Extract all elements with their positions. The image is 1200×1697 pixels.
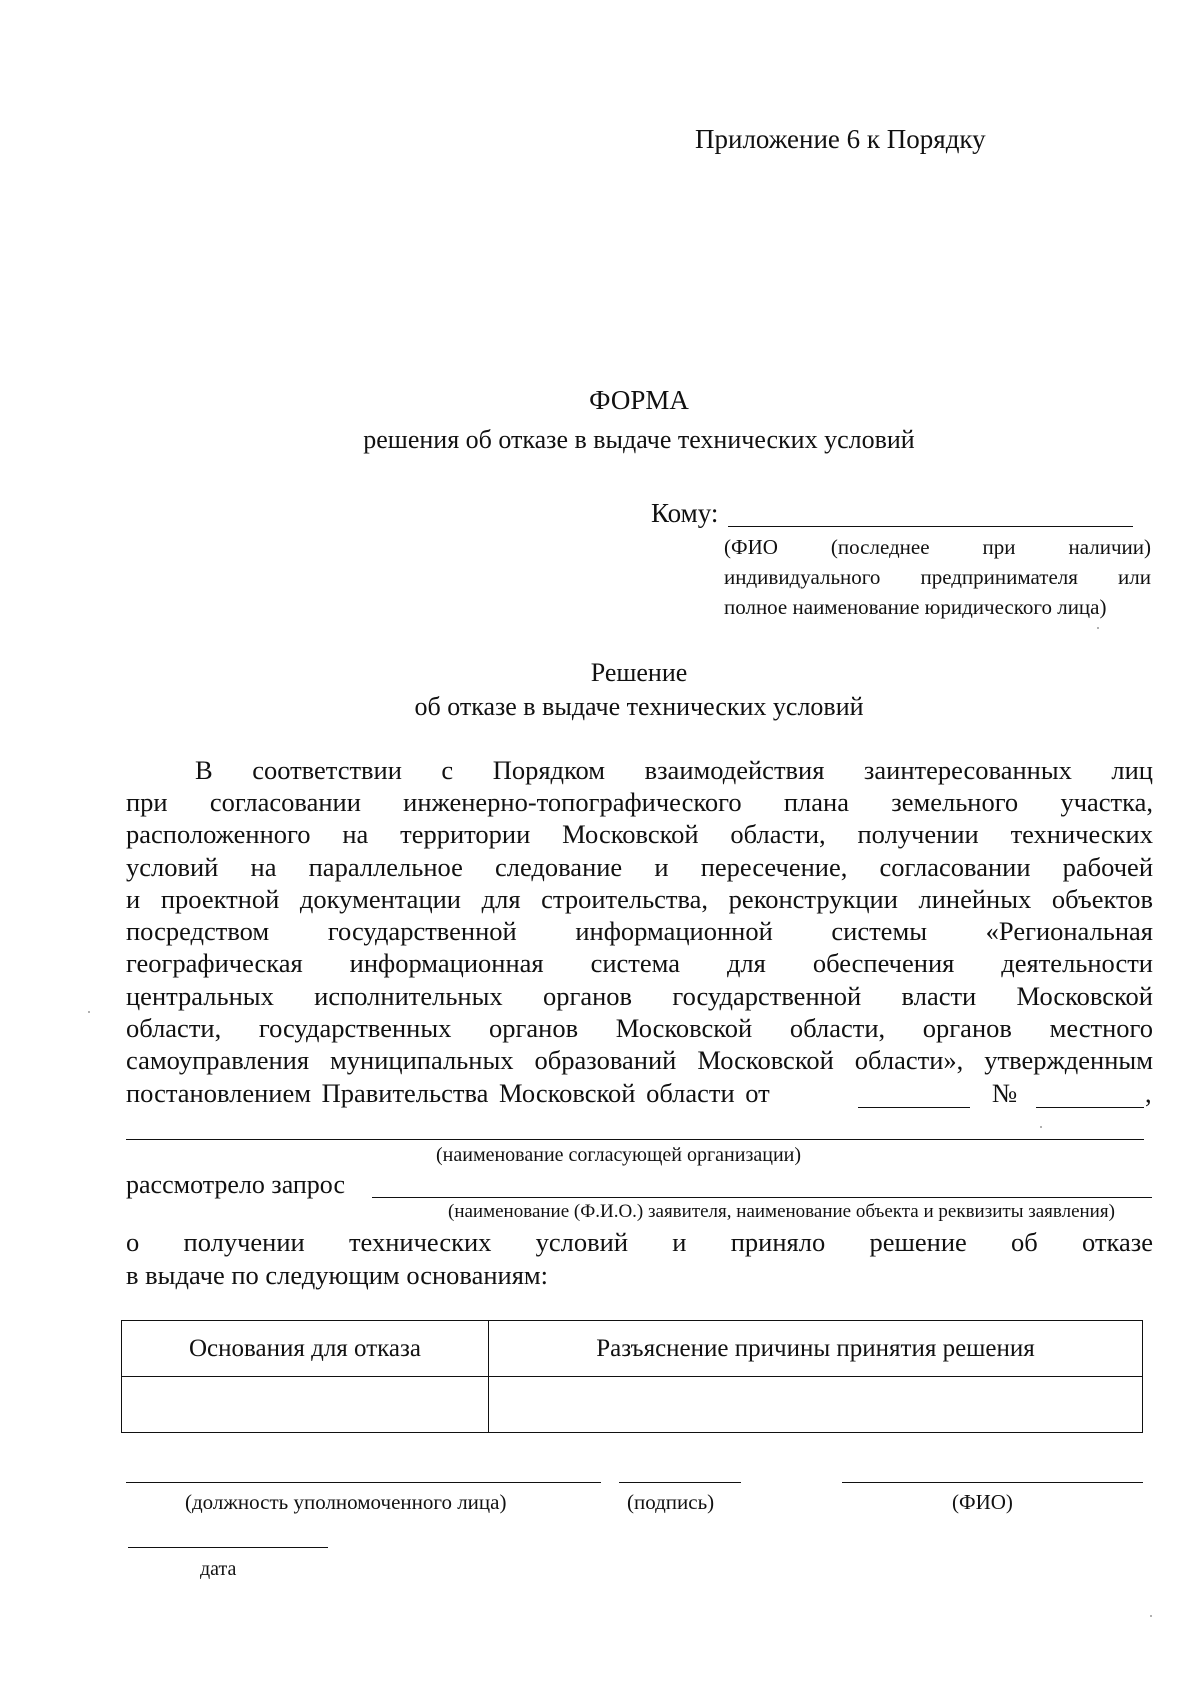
scan-speck: [1097, 627, 1099, 629]
form-title: ФОРМА: [589, 385, 689, 415]
decision-title: Решение: [590, 658, 688, 687]
name-hint: (ФИО): [952, 1490, 1013, 1514]
position-field[interactable]: [126, 1482, 601, 1483]
request-hint: (наименование (Ф.И.О.) заявителя, наименование объекта и реквизиты заявления): [448, 1201, 1115, 1222]
organization-hint: (наименование согласующей организации): [436, 1144, 802, 1166]
decision-subtitle: об отказе в выдаче технических условий: [414, 692, 864, 721]
signature-hint: (подпись): [627, 1490, 715, 1514]
decree-date-field[interactable]: [858, 1107, 970, 1108]
table-header-explanation: Разъяснение причины принятия решения: [489, 1321, 1143, 1377]
request-label: рассмотрело запрос: [126, 1170, 345, 1199]
name-field[interactable]: [842, 1482, 1143, 1483]
conclusion-line-2: в выдаче по следующим основаниям:: [126, 1260, 549, 1290]
date-field[interactable]: [128, 1547, 328, 1548]
position-hint: (должность уполномоченного лица): [185, 1490, 507, 1514]
request-field[interactable]: [372, 1197, 1152, 1198]
table-header-reasons: Основания для отказа: [122, 1321, 489, 1377]
table-cell-explanation[interactable]: [489, 1377, 1143, 1433]
body-line-1: В соответствии с Порядком взаимодействия заинтересованных лиц: [195, 755, 1153, 785]
body-line-6: посредством государственной информационной системы «Региональная: [126, 916, 1153, 946]
body-line-8: центральных исполнительных органов государственной власти Московской: [126, 981, 1153, 1011]
signature-field[interactable]: [619, 1482, 741, 1483]
recipient-field-line[interactable]: [728, 526, 1133, 527]
body-line-4: условий на параллельное следование и пересечение, согласовании рабочей: [126, 852, 1153, 882]
body-line-7: географическая информационная система для обеспечения деятельности: [126, 948, 1153, 978]
appendix-label: Приложение 6 к Порядку: [695, 124, 986, 154]
recipient-hint-1: (ФИО (последнее при наличии): [724, 535, 1151, 559]
form-subtitle: решения об отказе в выдаче технических условий: [363, 425, 915, 454]
table-row: [122, 1377, 1143, 1433]
body-line-3: расположенного на территории Московской области, получении технических: [126, 819, 1153, 849]
decree-number-sign: №: [992, 1078, 1018, 1108]
body-line-2: при согласовании инженерно-топографического плана земельного участка,: [126, 787, 1153, 817]
body-line-10: самоуправления муниципальных образований Московской области», утвержденным: [126, 1045, 1153, 1075]
decree-number-field[interactable]: [1036, 1107, 1144, 1108]
recipient-hint-2: индивидуального предпринимателя или: [724, 565, 1151, 589]
decree-text: постановлением Правительства Московской области от: [126, 1078, 770, 1108]
decree-comma: ,: [1145, 1078, 1152, 1108]
recipient-label: Кому:: [651, 498, 719, 528]
refusal-table: [121, 1320, 1143, 1433]
scan-speck: [88, 1011, 90, 1013]
recipient-hint-3: полное наименование юридического лица): [724, 595, 1107, 619]
organization-field[interactable]: [126, 1139, 1144, 1140]
table-header-row: [122, 1321, 1143, 1377]
conclusion-line-1: о получении технических условий и приняло решение об отказе: [126, 1227, 1153, 1257]
table-cell-reasons[interactable]: [122, 1377, 489, 1433]
scan-speck: [1040, 1126, 1042, 1128]
body-line-9: области, государственных органов Московской области, органов местного: [126, 1013, 1153, 1043]
body-line-5: и проектной документации для строительства, реконструкции линейных объектов: [126, 884, 1153, 914]
scan-speck: [1150, 1615, 1152, 1617]
date-hint: дата: [200, 1558, 237, 1580]
